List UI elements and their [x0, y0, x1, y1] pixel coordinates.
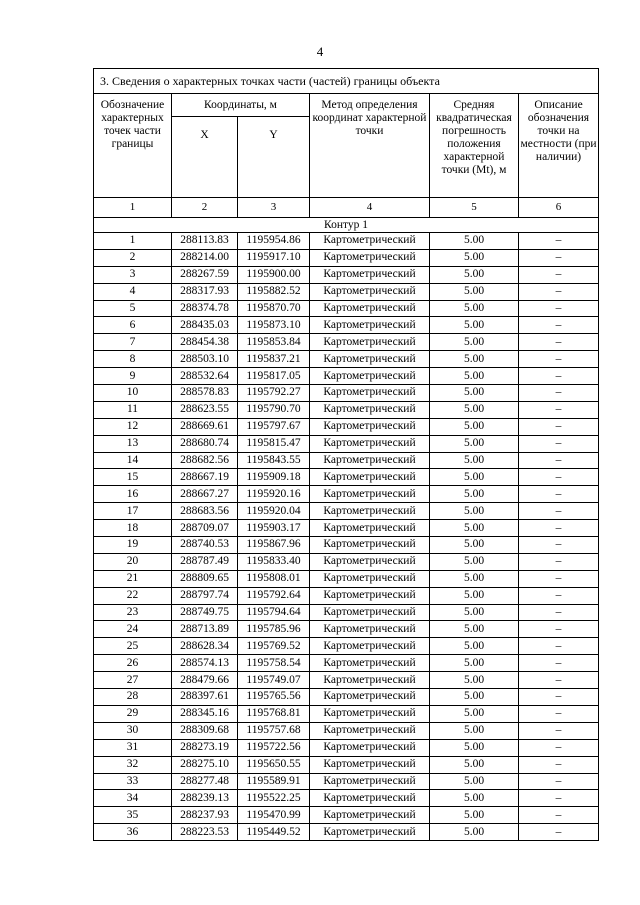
y-coordinate-cell: 1195797.67 [238, 418, 310, 435]
description-cell: – [519, 351, 599, 368]
boundary-points-table [93, 68, 599, 841]
description-cell: – [519, 672, 599, 689]
y-coordinate-cell: 1195909.18 [238, 469, 310, 486]
point-number-cell: 27 [94, 672, 172, 689]
description-cell: – [519, 385, 599, 402]
x-coordinate-cell: 288740.53 [172, 537, 238, 554]
x-coordinate-cell: 288667.27 [172, 486, 238, 503]
x-coordinate-cell: 288454.38 [172, 334, 238, 351]
y-coordinate-cell: 1195843.55 [238, 452, 310, 469]
point-number-cell: 23 [94, 604, 172, 621]
point-number-cell: 6 [94, 317, 172, 334]
x-coordinate-cell: 288267.59 [172, 266, 238, 283]
accuracy-cell: 5.00 [430, 385, 519, 402]
column-number: 4 [310, 198, 430, 218]
table-row [94, 503, 599, 520]
method-cell: Картометрический [310, 418, 430, 435]
method-cell: Картометрический [310, 351, 430, 368]
method-cell: Картометрический [310, 689, 430, 706]
y-coordinate-cell: 1195920.04 [238, 503, 310, 520]
description-cell: – [519, 233, 599, 250]
accuracy-cell: 5.00 [430, 672, 519, 689]
description-cell: – [519, 469, 599, 486]
point-number-cell: 17 [94, 503, 172, 520]
table-row [94, 351, 599, 368]
method-cell: Картометрический [310, 334, 430, 351]
method-cell: Картометрический [310, 722, 430, 739]
accuracy-cell: 5.00 [430, 807, 519, 824]
description-cell: – [519, 705, 599, 722]
y-coordinate-cell: 1195722.56 [238, 739, 310, 756]
method-cell: Картометрический [310, 300, 430, 317]
table-row [94, 249, 599, 266]
y-coordinate-cell: 1195449.52 [238, 824, 310, 841]
point-number-cell: 3 [94, 266, 172, 283]
table-row [94, 435, 599, 452]
point-number-cell: 18 [94, 520, 172, 537]
table-row [94, 233, 599, 250]
y-coordinate-cell: 1195903.17 [238, 520, 310, 537]
accuracy-cell: 5.00 [430, 418, 519, 435]
y-coordinate-cell: 1195650.55 [238, 756, 310, 773]
table-row [94, 587, 599, 604]
point-number-cell: 8 [94, 351, 172, 368]
description-cell: – [519, 621, 599, 638]
method-cell: Картометрический [310, 638, 430, 655]
y-coordinate-cell: 1195792.27 [238, 385, 310, 402]
method-cell: Картометрический [310, 739, 430, 756]
description-cell: – [519, 418, 599, 435]
accuracy-cell: 5.00 [430, 537, 519, 554]
accuracy-cell: 5.00 [430, 283, 519, 300]
accuracy-cell: 5.00 [430, 266, 519, 283]
table-row [94, 790, 599, 807]
y-coordinate-cell: 1195882.52 [238, 283, 310, 300]
method-cell: Картометрический [310, 283, 430, 300]
x-coordinate-cell: 288623.55 [172, 401, 238, 418]
x-coordinate-cell: 288578.83 [172, 385, 238, 402]
header-accuracy: Средняя квадратическая погрешность положения характерной точки (Mt), м [430, 94, 519, 198]
description-cell: – [519, 807, 599, 824]
description-cell: – [519, 334, 599, 351]
point-number-cell: 7 [94, 334, 172, 351]
description-cell: – [519, 722, 599, 739]
description-cell: – [519, 503, 599, 520]
description-cell: – [519, 655, 599, 672]
point-number-cell: 22 [94, 587, 172, 604]
table-row [94, 621, 599, 638]
contour-label: Контур 1 [94, 218, 599, 233]
y-coordinate-cell: 1195749.07 [238, 672, 310, 689]
x-coordinate-cell: 288749.75 [172, 604, 238, 621]
y-coordinate-cell: 1195794.64 [238, 604, 310, 621]
point-number-cell: 11 [94, 401, 172, 418]
x-coordinate-cell: 288317.93 [172, 283, 238, 300]
x-coordinate-cell: 288797.74 [172, 587, 238, 604]
point-number-cell: 32 [94, 756, 172, 773]
point-number-cell: 16 [94, 486, 172, 503]
accuracy-cell: 5.00 [430, 756, 519, 773]
x-coordinate-cell: 288667.19 [172, 469, 238, 486]
point-number-cell: 36 [94, 824, 172, 841]
accuracy-cell: 5.00 [430, 520, 519, 537]
description-cell: – [519, 824, 599, 841]
y-coordinate-cell: 1195758.54 [238, 655, 310, 672]
y-coordinate-cell: 1195768.81 [238, 705, 310, 722]
method-cell: Картометрический [310, 537, 430, 554]
x-coordinate-cell: 288709.07 [172, 520, 238, 537]
x-coordinate-cell: 288787.49 [172, 553, 238, 570]
x-coordinate-cell: 288435.03 [172, 317, 238, 334]
x-coordinate-cell: 288574.13 [172, 655, 238, 672]
table-row [94, 570, 599, 587]
x-coordinate-cell: 288628.34 [172, 638, 238, 655]
method-cell: Картометрический [310, 452, 430, 469]
accuracy-cell: 5.00 [430, 233, 519, 250]
method-cell: Картометрический [310, 401, 430, 418]
point-number-cell: 2 [94, 249, 172, 266]
accuracy-cell: 5.00 [430, 773, 519, 790]
y-coordinate-cell: 1195765.56 [238, 689, 310, 706]
x-coordinate-cell: 288374.78 [172, 300, 238, 317]
table-row [94, 824, 599, 841]
accuracy-cell: 5.00 [430, 401, 519, 418]
y-coordinate-cell: 1195917.10 [238, 249, 310, 266]
accuracy-cell: 5.00 [430, 689, 519, 706]
point-number-cell: 21 [94, 570, 172, 587]
x-coordinate-cell: 288683.56 [172, 503, 238, 520]
method-cell: Картометрический [310, 570, 430, 587]
header-coordinates: Координаты, м [172, 94, 310, 117]
table-row [94, 385, 599, 402]
table-row [94, 739, 599, 756]
method-cell: Картометрический [310, 266, 430, 283]
table-row [94, 773, 599, 790]
method-cell: Картометрический [310, 621, 430, 638]
point-number-cell: 24 [94, 621, 172, 638]
accuracy-cell: 5.00 [430, 604, 519, 621]
y-coordinate-cell: 1195792.64 [238, 587, 310, 604]
x-coordinate-cell: 288682.56 [172, 452, 238, 469]
x-coordinate-cell: 288532.64 [172, 368, 238, 385]
description-cell: – [519, 790, 599, 807]
accuracy-cell: 5.00 [430, 722, 519, 739]
y-coordinate-cell: 1195833.40 [238, 553, 310, 570]
table-row [94, 553, 599, 570]
y-coordinate-cell: 1195867.96 [238, 537, 310, 554]
method-cell: Картометрический [310, 705, 430, 722]
header-method: Метод определения координат характерной точки [310, 94, 430, 198]
accuracy-cell: 5.00 [430, 739, 519, 756]
point-number-cell: 26 [94, 655, 172, 672]
table-row [94, 705, 599, 722]
description-cell: – [519, 520, 599, 537]
description-cell: – [519, 486, 599, 503]
method-cell: Картометрический [310, 233, 430, 250]
point-number-cell: 25 [94, 638, 172, 655]
x-coordinate-cell: 288113.83 [172, 233, 238, 250]
table-row [94, 689, 599, 706]
method-cell: Картометрический [310, 469, 430, 486]
y-coordinate-cell: 1195873.10 [238, 317, 310, 334]
table-row [94, 604, 599, 621]
method-cell: Картометрический [310, 317, 430, 334]
accuracy-cell: 5.00 [430, 553, 519, 570]
method-cell: Картометрический [310, 553, 430, 570]
accuracy-cell: 5.00 [430, 790, 519, 807]
table-row [94, 401, 599, 418]
description-cell: – [519, 756, 599, 773]
table-row [94, 520, 599, 537]
header-y: Y [238, 117, 310, 198]
accuracy-cell: 5.00 [430, 351, 519, 368]
method-cell: Картометрический [310, 773, 430, 790]
method-cell: Картометрический [310, 604, 430, 621]
x-coordinate-cell: 288713.89 [172, 621, 238, 638]
description-cell: – [519, 553, 599, 570]
point-number-cell: 35 [94, 807, 172, 824]
method-cell: Картометрический [310, 790, 430, 807]
method-cell: Картометрический [310, 655, 430, 672]
y-coordinate-cell: 1195900.00 [238, 266, 310, 283]
y-coordinate-cell: 1195815.47 [238, 435, 310, 452]
column-number: 5 [430, 198, 519, 218]
method-cell: Картометрический [310, 486, 430, 503]
y-coordinate-cell: 1195817.05 [238, 368, 310, 385]
table-row [94, 300, 599, 317]
y-coordinate-cell: 1195769.52 [238, 638, 310, 655]
x-coordinate-cell: 288669.61 [172, 418, 238, 435]
y-coordinate-cell: 1195853.84 [238, 334, 310, 351]
method-cell: Картометрический [310, 807, 430, 824]
page-number: 4 [316, 44, 324, 59]
point-number-cell: 34 [94, 790, 172, 807]
point-number-cell: 4 [94, 283, 172, 300]
point-number-cell: 33 [94, 773, 172, 790]
accuracy-cell: 5.00 [430, 638, 519, 655]
x-coordinate-cell: 288237.93 [172, 807, 238, 824]
method-cell: Картометрический [310, 672, 430, 689]
x-coordinate-cell: 288809.65 [172, 570, 238, 587]
accuracy-cell: 5.00 [430, 334, 519, 351]
accuracy-cell: 5.00 [430, 705, 519, 722]
description-cell: – [519, 266, 599, 283]
description-cell: – [519, 283, 599, 300]
y-coordinate-cell: 1195920.16 [238, 486, 310, 503]
accuracy-cell: 5.00 [430, 824, 519, 841]
y-coordinate-cell: 1195808.01 [238, 570, 310, 587]
description-cell: – [519, 638, 599, 655]
table-row [94, 655, 599, 672]
section-title: 3. Сведения о характерных точках части (частей) границы объекта [94, 69, 599, 94]
accuracy-cell: 5.00 [430, 435, 519, 452]
method-cell: Картометрический [310, 385, 430, 402]
description-cell: – [519, 317, 599, 334]
accuracy-cell: 5.00 [430, 587, 519, 604]
table-row [94, 638, 599, 655]
table-row [94, 317, 599, 334]
table-row [94, 756, 599, 773]
table-row [94, 266, 599, 283]
point-number-cell: 30 [94, 722, 172, 739]
point-number-cell: 28 [94, 689, 172, 706]
point-number-cell: 5 [94, 300, 172, 317]
y-coordinate-cell: 1195522.25 [238, 790, 310, 807]
method-cell: Картометрический [310, 503, 430, 520]
table-row [94, 334, 599, 351]
point-number-cell: 19 [94, 537, 172, 554]
accuracy-cell: 5.00 [430, 655, 519, 672]
description-cell: – [519, 401, 599, 418]
accuracy-cell: 5.00 [430, 486, 519, 503]
header-x: X [172, 117, 238, 198]
method-cell: Картометрический [310, 249, 430, 266]
y-coordinate-cell: 1195785.96 [238, 621, 310, 638]
column-numbers-row [94, 198, 599, 218]
point-number-cell: 13 [94, 435, 172, 452]
table-row [94, 418, 599, 435]
method-cell: Картометрический [310, 435, 430, 452]
header-description: Описание обозначения точки на местности (при наличии) [519, 94, 599, 198]
description-cell: – [519, 452, 599, 469]
column-number: 1 [94, 198, 172, 218]
accuracy-cell: 5.00 [430, 469, 519, 486]
table-row [94, 672, 599, 689]
description-cell: – [519, 689, 599, 706]
x-coordinate-cell: 288214.00 [172, 249, 238, 266]
description-cell: – [519, 587, 599, 604]
y-coordinate-cell: 1195790.70 [238, 401, 310, 418]
table-row [94, 452, 599, 469]
point-number-cell: 31 [94, 739, 172, 756]
method-cell: Картометрический [310, 824, 430, 841]
description-cell: – [519, 739, 599, 756]
y-coordinate-cell: 1195589.91 [238, 773, 310, 790]
x-coordinate-cell: 288345.16 [172, 705, 238, 722]
x-coordinate-cell: 288503.10 [172, 351, 238, 368]
accuracy-cell: 5.00 [430, 503, 519, 520]
x-coordinate-cell: 288223.53 [172, 824, 238, 841]
method-cell: Картометрический [310, 587, 430, 604]
description-cell: – [519, 773, 599, 790]
point-number-cell: 20 [94, 553, 172, 570]
method-cell: Картометрический [310, 368, 430, 385]
description-cell: – [519, 435, 599, 452]
point-number-cell: 9 [94, 368, 172, 385]
description-cell: – [519, 300, 599, 317]
table-row [94, 283, 599, 300]
accuracy-cell: 5.00 [430, 452, 519, 469]
point-number-cell: 12 [94, 418, 172, 435]
header-designation: Обозначение характерных точек части границы [94, 94, 172, 198]
table-row [94, 469, 599, 486]
table-row [94, 807, 599, 824]
accuracy-cell: 5.00 [430, 317, 519, 334]
table-row [94, 368, 599, 385]
x-coordinate-cell: 288397.61 [172, 689, 238, 706]
description-cell: – [519, 368, 599, 385]
column-number: 3 [238, 198, 310, 218]
point-number-cell: 1 [94, 233, 172, 250]
x-coordinate-cell: 288309.68 [172, 722, 238, 739]
x-coordinate-cell: 288239.13 [172, 790, 238, 807]
table-row [94, 537, 599, 554]
x-coordinate-cell: 288275.10 [172, 756, 238, 773]
accuracy-cell: 5.00 [430, 368, 519, 385]
point-number-cell: 10 [94, 385, 172, 402]
y-coordinate-cell: 1195954.86 [238, 233, 310, 250]
accuracy-cell: 5.00 [430, 249, 519, 266]
point-number-cell: 29 [94, 705, 172, 722]
y-coordinate-cell: 1195870.70 [238, 300, 310, 317]
y-coordinate-cell: 1195470.99 [238, 807, 310, 824]
description-cell: – [519, 604, 599, 621]
y-coordinate-cell: 1195837.21 [238, 351, 310, 368]
x-coordinate-cell: 288680.74 [172, 435, 238, 452]
description-cell: – [519, 537, 599, 554]
x-coordinate-cell: 288277.48 [172, 773, 238, 790]
method-cell: Картометрический [310, 756, 430, 773]
x-coordinate-cell: 288479.66 [172, 672, 238, 689]
accuracy-cell: 5.00 [430, 300, 519, 317]
table-row [94, 722, 599, 739]
accuracy-cell: 5.00 [430, 570, 519, 587]
description-cell: – [519, 570, 599, 587]
y-coordinate-cell: 1195757.68 [238, 722, 310, 739]
point-number-cell: 15 [94, 469, 172, 486]
accuracy-cell: 5.00 [430, 621, 519, 638]
description-cell: – [519, 249, 599, 266]
x-coordinate-cell: 288273.19 [172, 739, 238, 756]
column-number: 6 [519, 198, 599, 218]
column-number: 2 [172, 198, 238, 218]
method-cell: Картометрический [310, 520, 430, 537]
table-row [94, 486, 599, 503]
point-number-cell: 14 [94, 452, 172, 469]
